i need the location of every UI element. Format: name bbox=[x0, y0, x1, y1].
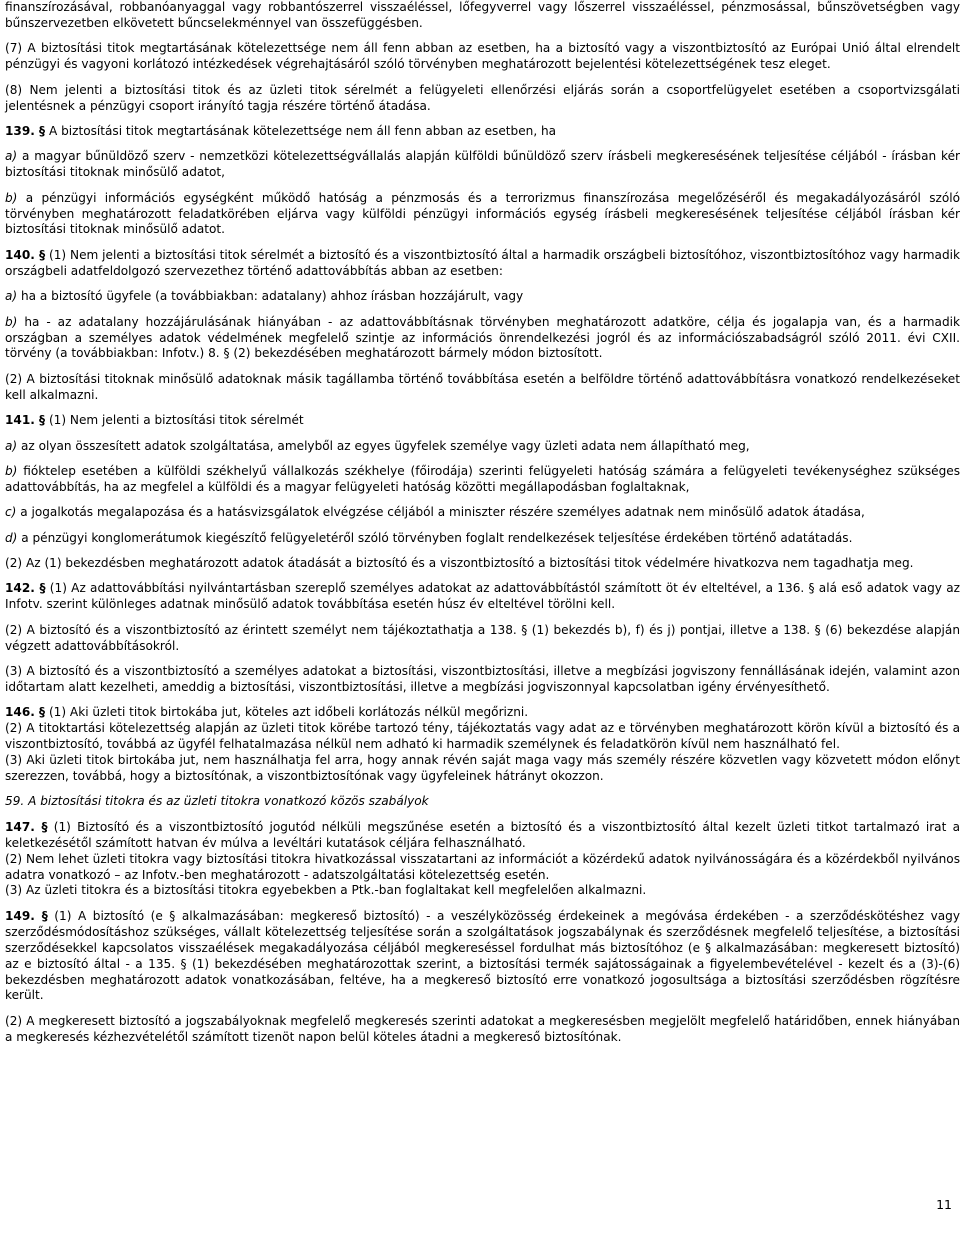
document-body bbox=[5, 0, 960, 1046]
paragraph-text: (1) Nem jelenti a biztosítási titok sérelmét a biztosító és a viszontbiztosító által a harmadik országbeli biztosítóhoz, viszontbiztosítóhoz vagy harmadik országbeli adatfeldolgozó szervezethez történő adattovábbítás abban az esetben: bbox=[5, 247, 960, 278]
paragraph-text: (2) A biztosítási titoknak minősülő adatoknak másik tagállamba történő továbbítása esetén a belföldre történő adattovábbításra vonatkozó rendelkezéseket kell alkalmazni. bbox=[5, 371, 960, 402]
paragraph-text: (3) A biztosító és a viszontbiztosító a személyes adatokat a biztosítási, viszontbiztosítási, illetve a megbízási jogviszony fennállásának idején, valamint azon időtartam alatt kezelheti, ameddig a biztosítási, viszontbiztosítási, illetve a megbízási jogviszonnyal kapcsolatban igény érvényesíthető. bbox=[5, 664, 960, 694]
paragraph bbox=[5, 413, 960, 429]
paragraph bbox=[5, 1014, 960, 1046]
paragraph-text: (2) Az (1) bekezdésben meghatározott adatok átadását a biztosító és a viszontbiztosító a biztosítási titok védelmére hivatkozva nem tagadhatja meg. bbox=[5, 556, 914, 571]
paragraph-text: a pénzügyi konglomerátumok kiegészítő felügyeletéről szóló törvényben foglalt rendelkezések teljesítése érdekében történő adatátadás. bbox=[17, 530, 853, 545]
point-letter: b) bbox=[5, 314, 18, 329]
paragraph bbox=[5, 753, 960, 785]
section-number: 139. § bbox=[5, 123, 46, 138]
paragraph-text: fióktelep esetében a külföldi székhelyű vállalkozás székhelye (főirodája) szerinti felügyeleti hatóság számára a felügyeleti tevékenységhez szükséges adattovábbítás, ha az megfelel a külföldi és a magyar felügyeleti hatóság közötti megállapodásban foglaltaknak, bbox=[5, 463, 960, 494]
section-number: 149. § bbox=[5, 908, 48, 923]
paragraph bbox=[5, 83, 960, 115]
paragraph-text: az olyan összesített adatok szolgáltatása, amelyből az egyes ügyfelek személye vagy üzleti adata nem állapítható meg, bbox=[17, 438, 750, 453]
point-letter: a) bbox=[5, 149, 18, 164]
paragraph-text: A biztosítási titok megtartásának kötelezettsége nem áll fenn abban az esetben, ha bbox=[45, 123, 557, 138]
paragraph-text: (2) A titoktartási kötelezettség alapján az üzleti titok körébe tartozó tény, tájékoztatás vagy adat az e törvényben meghatározott körön kívül a biztosító és a viszontbiztosító, továbbá az ügyfél felhatalmazása nélkül nem adható ki harmadik személynek és feladatkörön kívül nem használható fel. bbox=[5, 721, 960, 752]
paragraph bbox=[5, 41, 960, 73]
paragraph-text: (3) Az üzleti titokra és a biztosítási titokra egyebekben a Ptk.-ban foglaltakat kell megfelelően alkalmazni. bbox=[5, 883, 647, 898]
paragraph bbox=[5, 820, 960, 852]
section-number: 141. § bbox=[5, 413, 46, 428]
paragraph-text: (1) A biztosító (e § alkalmazásában: megkereső biztosító) - a veszélyközösség érdekeinek a megóvása érdekében - a szerződéskötéshez vagy szerződésmódosításhoz szükséges, vállalt kötelezettség teljesítése során a szolgáltatások jogszabálynak és szerződésnek megfelelő teljesítése, a biztosítási szerződésekkel kapcsolatos visszaélések megakadályozása céljából megkereséssel fordulhat más biztosítóhoz (e § alkalmazásában: megkeresett biztosító) az e biztosító által - a 135. § (1) bekezdésében meghatározottak szerint, a biztosítási termék sajátosságainak a figyelembevételével - kezelt és a (3)-(6) bekezdésben meghatározott adatok vonatkozásában, feltéve, ha a megkereső biztosító erre vonatkozó jogosultsága a biztosítási szerződésben rögzítésre került. bbox=[5, 908, 960, 1003]
paragraph bbox=[5, 623, 960, 655]
page-number: 11 bbox=[936, 1197, 952, 1212]
paragraph bbox=[5, 705, 960, 721]
paragraph-text: a jogalkotás megalapozása és a hatásvizsgálatok elvégzése céljából a miniszter részére személyes adatnak nem minősülő adatok átadása, bbox=[16, 505, 865, 520]
paragraph-text: (2) Nem lehet üzleti titokra vagy biztosítási titokra hivatkozással visszatartani az információt a közérdekű adatok nyilvánosságára és a közérdekből nyilvános adatra vonatkozó – az Infotv.-ben meghatározott - adatszolgáltatási kötelezettség esetén. bbox=[5, 851, 960, 882]
paragraph-text: ha a biztosító ügyfele (a továbbiakban: adatalany) ahhoz írásban hozzájárult, vagy bbox=[17, 289, 524, 304]
paragraph-text: ha - az adatalany hozzájárulásának hiányában - az adattovábbításnak törvényben meghatározott adatköre, célja és jogalapja van, és a harmadik országban a személyes adatok védelmének megfelelő szintje az információs önrendelkezési jogról és az információszabadságról szóló 2011. évi CXII. törvény (a továbbiakban: Infotv.) 8. § (2) bekezdésében meghatározott bármely módon biztosított. bbox=[5, 314, 960, 361]
paragraph-text: (2) A biztosító és a viszontbiztosító az érintett személyt nem tájékoztathatja a 138. § (1) bekezdés b), f) és j) pontjai, illetve a 138. § (6) bekezdése alapján végzett adattovábbításokról. bbox=[5, 622, 960, 653]
paragraph bbox=[5, 124, 960, 140]
paragraph bbox=[5, 852, 960, 884]
paragraph bbox=[5, 664, 960, 696]
paragraph bbox=[5, 721, 960, 753]
paragraph bbox=[5, 0, 960, 32]
paragraph-text: (7) A biztosítási titok megtartásának kötelezettsége nem áll fenn abban az esetben, ha a biztosító vagy a viszontbiztosító az Európai Unió által elrendelt pénzügyi és vagyoni korlátozó intézkedések végrehajtásáról szóló törvényben meghatározott bejelentési kötelezettségének tesz eleget. bbox=[5, 41, 960, 72]
paragraph bbox=[5, 581, 960, 613]
paragraph-text: finanszírozásával, robbanóanyaggal vagy robbantószerrel visszaéléssel, lőfegyverrel vagy lőszerrel visszaéléssel, pénzmosással, bűnszövetségben vagy bűnszervezetben elkövetett bűncselekménnyel van összefüggésben. bbox=[5, 0, 960, 30]
paragraph-text: (2) A megkeresett biztosító a jogszabályoknak megfelelő megkeresés szerinti adatokat a megkeresésben megjelölt megfelelő határidőben, ennek hiányában a megkeresés kézhezvételétől számított tizenöt napon belül köteles átadni a megkereső biztosítónak. bbox=[5, 1013, 960, 1044]
paragraph bbox=[5, 315, 960, 363]
point-letter: b) bbox=[5, 463, 18, 478]
point-letter: a) bbox=[5, 438, 18, 453]
paragraph bbox=[5, 531, 960, 547]
paragraph bbox=[5, 883, 960, 899]
paragraph bbox=[5, 248, 960, 280]
section-number: 140. § bbox=[5, 247, 46, 262]
paragraph bbox=[5, 372, 960, 404]
paragraph-text: a magyar bűnüldöző szerv - nemzetközi kötelezettségvállalás alapján külföldi bűnüldöző szerv írásbeli megkeresésének teljesítése céljából - írásban kér biztosítási titoknak minősülő adatot, bbox=[5, 149, 960, 180]
paragraph-text: (3) Aki üzleti titok birtokába jut, nem használhatja fel arra, hogy annak révén saját maga vagy más személy részére közvetlen vagy közvetett módon előnyt szerezzen, továbbá, hogy a biztosítónak, a viszontbiztosítónak vagy ügyfeleinek hátrányt okozzon. bbox=[5, 753, 960, 784]
paragraph bbox=[5, 909, 960, 1004]
paragraph-text: (1) Nem jelenti a biztosítási titok sérelmét bbox=[45, 413, 304, 428]
paragraph-text: (8) Nem jelenti a biztosítási titok és az üzleti titok sérelmét a felügyeleti ellenőrzési eljárás során a csoportfelügyelet esetében a csoportvizsgálati jelentésnek a pénzügyi csoport irányító tagja részére történő átadása. bbox=[5, 82, 960, 113]
paragraph-text: a pénzügyi információs egységként működő hatóság a pénzmosás és a terrorizmus finanszírozása megelőzéséről és megakadályozásáról szóló törvényben meghatározott feladatkörében eljárva vagy külföldi pénzügyi információs egység írásbeli megkeresésének teljesítése céljából írásban kér biztosítási titoknak minősülő adatot. bbox=[5, 190, 960, 237]
paragraph-text: (1) Aki üzleti titok birtokába jut, köteles azt időbeli korlátozás nélkül megőrizni. bbox=[45, 705, 529, 720]
paragraph-text: (1) Biztosító és a viszontbiztosító jogutód nélküli megszűnése esetén a biztosító és a viszontbiztosító által kezelt üzleti titkot tartalmazó irat a keletkezésétől számított hatvan év múlva a levéltári kutatások céljára felhasználható. bbox=[5, 819, 960, 850]
section-number: 147. § bbox=[5, 819, 48, 834]
point-letter: a) bbox=[5, 289, 18, 304]
paragraph bbox=[5, 464, 960, 496]
paragraph bbox=[5, 191, 960, 239]
paragraph bbox=[5, 289, 960, 305]
section-number: 142. § bbox=[5, 581, 46, 596]
paragraph bbox=[5, 505, 960, 521]
section-number: 146. § bbox=[5, 705, 46, 720]
paragraph bbox=[5, 556, 960, 572]
paragraph bbox=[5, 439, 960, 455]
point-letter: c) bbox=[5, 505, 17, 520]
point-letter: b) bbox=[5, 190, 18, 205]
paragraph bbox=[5, 149, 960, 181]
paragraph-text: (1) Az adattovábbítási nyilvántartásban szereplő személyes adatokat az adattovábbítástól számított öt év elteltével, a 136. § alá eső adatok vagy az Infotv. szerint különleges adatnak minősülő adatok továbbítása esetén húsz év elteltével törölni kell. bbox=[5, 581, 960, 612]
section-heading: 59. A biztosítási titokra és az üzleti titokra vonatkozó közös szabályok bbox=[5, 794, 429, 809]
point-letter: d) bbox=[5, 530, 18, 545]
